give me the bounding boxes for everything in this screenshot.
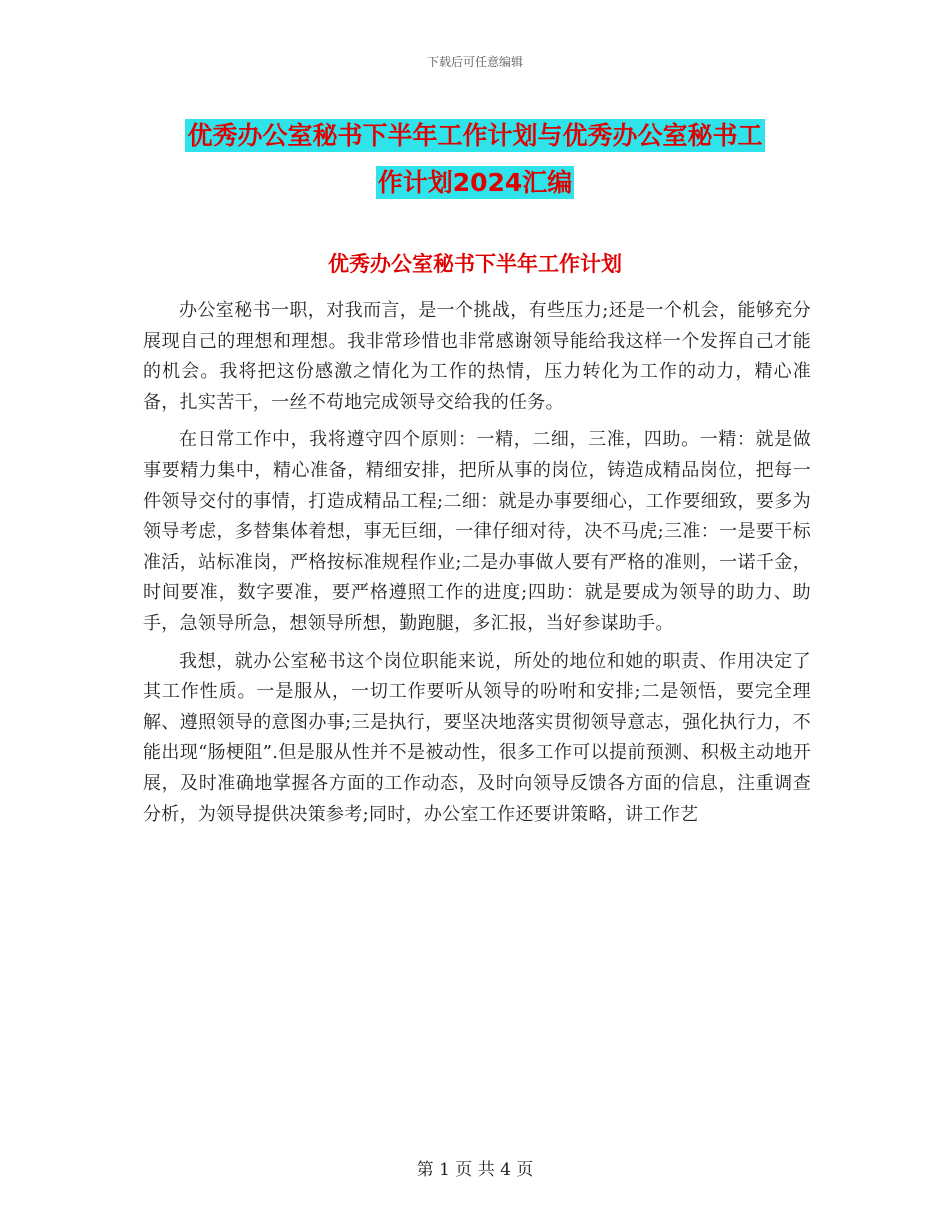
header-note: 下载后可任意编辑 xyxy=(426,55,523,69)
body-text xyxy=(143,296,811,837)
paragraph: 在日常工作中，我将遵守四个原则：一精，二细，三准，四助。一精：就是做事要精力集中，精心准备，精细安排，把所从事的岗位，铸造成精品岗位，把每一件领导交付的事情，打造成精品工程;二细：就是办事要细心，工作要细致，要多为领导考虑，多替集体着想，事无巨细，一律仔细对待，决不马虎;三准：一是要干标准活，站标准岗，严格按标准规程作业;二是办事做人要有严格的准则，一诺千金，时间要准，数字要准，要严格遵照工作的进度;四助：就是要成为领导的助力、助手，急领导所急，想领导所想，勤跑腿，多汇报，当好参谋助手。 xyxy=(143,429,811,634)
section-heading: 优秀办公室秘书下半年工作计划 xyxy=(328,252,622,276)
paragraph: 办公室秘书一职，对我而言，是一个挑战，有些压力;还是一个机会，能够充分展现自己的理想和理想。我非常珍惜也非常感谢领导能给我这样一个发挥自己才能的机会。我将把这份感激之情化为工作的热情，压力转化为工作的动力，精心准备，扎实苦干，一丝不苟地完成领导交给我的任务。 xyxy=(143,300,811,413)
page-footer: 第 1 页 共 4 页 xyxy=(416,1160,534,1180)
document-title xyxy=(0,112,950,206)
title-line-2: 作计划2024汇编 xyxy=(377,168,573,197)
paragraph: 我想，就办公室秘书这个岗位职能来说，所处的地位和她的职责、作用决定了其工作性质。一是服从，一切工作要听从领导的吩咐和安排;二是领悟，要完全理解、遵照领导的意图办事;三是执行，要坚决地落实贯彻领导意志，强化执行力，不能出现“肠梗阻”.但是服从性并不是被动性，很多工作可以提前预测、积极主动地开展，及时准确地掌握各方面的工作动态，及时向领导反馈各方面的信息，注重调查分析，为领导提供决策参考;同时，办公室工作还要讲策略，讲工作艺 xyxy=(143,650,811,825)
title-line-1: 优秀办公室秘书下半年工作计划与优秀办公室秘书工 xyxy=(187,121,763,150)
